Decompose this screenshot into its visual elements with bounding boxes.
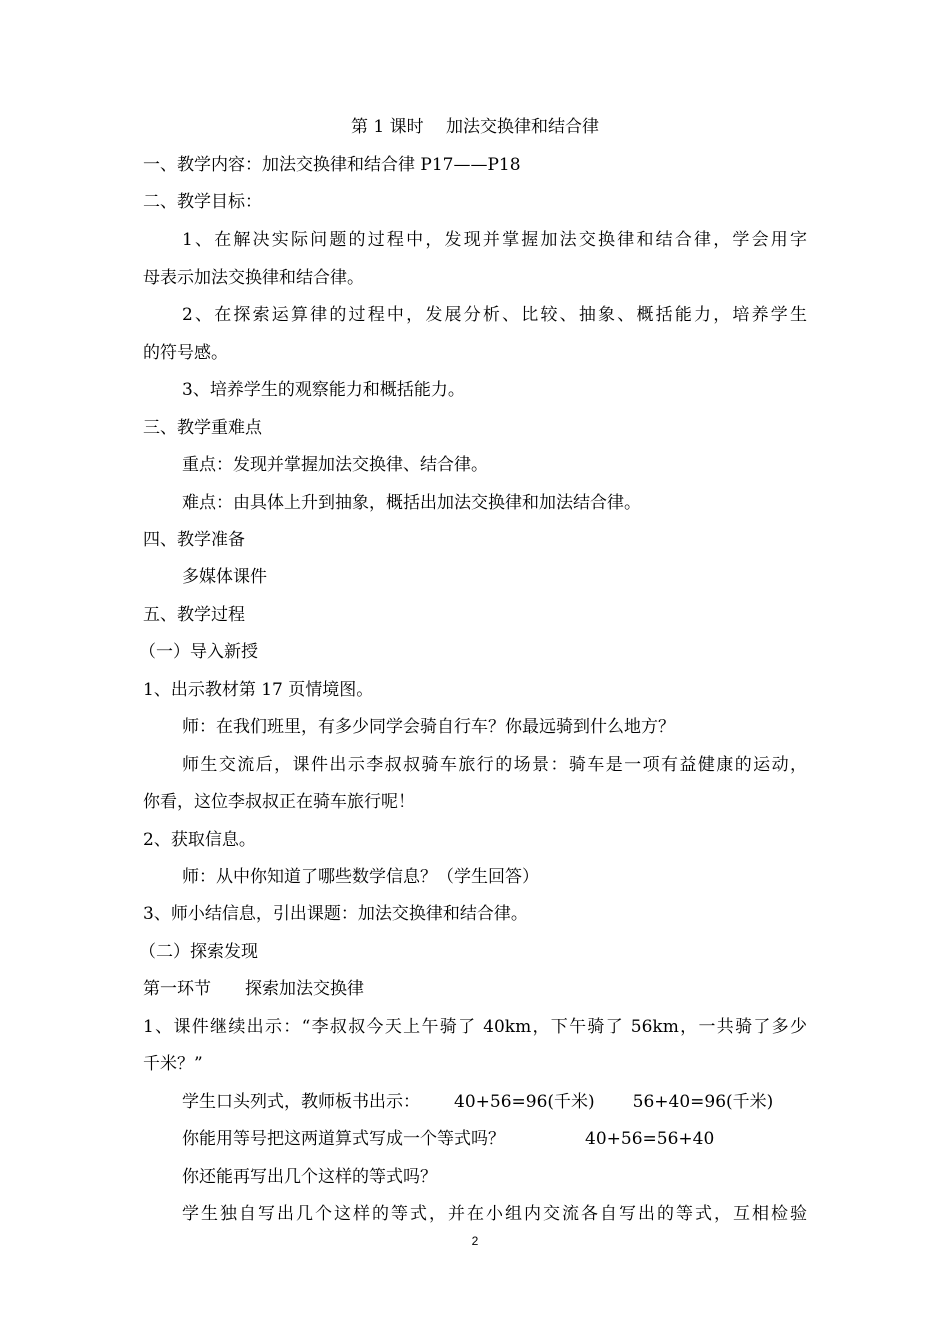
step-1: 1、出示教材第 17 页情境图。 [143,680,374,700]
teacher-question-1: 师：在我们班里，有多少同学会骑自行车？你最远骑到什么地方？ [182,717,675,737]
goal-1-line-1: 1、在解决实际问题的过程中，发现并掌握加法交换律和结合律，学会用字 [182,230,807,250]
more-equations-question: 你还能再写出几个这样的等式吗？ [182,1167,437,1187]
task-1-line-2: 千米？” [143,1054,203,1074]
combined-equation: 40+56=56+40 [585,1129,715,1149]
combine-equation-row [0,1127,950,1151]
student-equations-row [0,1090,950,1114]
task-1-line-1: 1、课件继续出示：“李叔叔今天上午骑了 40km，下午骑了 56km，一共骑了多少 [143,1017,807,1037]
combine-question: 你能用等号把这两道算式写成一个等式吗？ [182,1129,505,1149]
preparation-item: 多媒体课件 [182,567,267,587]
lesson-title: 第 1 课时 加法交换律和结合律 [350,117,600,137]
exchange-line-2: 你看，这位李叔叔正在骑车旅行呢！ [143,792,415,812]
page-number: 2 [471,1234,479,1248]
section-teaching-process: 五、教学过程 [143,605,245,625]
section-teaching-goals: 二、教学目标： [143,192,262,212]
section-teaching-content: 一、教学内容：加法交换律和结合律 P17——P18 [143,155,521,175]
section-preparation: 四、教学准备 [143,530,245,550]
step-3: 3、师小结信息，引出课题：加法交换律和结合律。 [143,904,528,924]
goal-2-line-2: 的符号感。 [143,343,228,363]
section-key-points: 三、教学重难点 [143,418,262,438]
step-2: 2、获取信息。 [143,830,256,850]
student-activity: 学生独自写出几个这样的等式，并在小组内交流各自写出的等式，互相检验 [182,1204,807,1224]
student-equations-label: 学生口头列式，教师板书出示： [182,1092,420,1112]
teacher-question-2: 师：从中你知道了哪些数学信息？（学生回答） [182,867,539,887]
subsection-exploration: （二）探索发现 [139,942,258,962]
subsection-introduction: （一）导入新授 [139,642,258,662]
equation-a: 40+56=96(千米) [454,1092,595,1112]
difficult-point: 难点：由具体上升到抽象，概括出加法交换律和加法结合律。 [182,493,641,513]
equation-b: 56+40=96(千米) [632,1092,774,1112]
key-point: 重点：发现并掌握加法交换律、结合律。 [182,455,488,475]
goal-3: 3、培养学生的观察能力和概括能力。 [182,380,465,400]
goal-1-line-2: 母表示加法交换律和结合律。 [143,268,364,288]
part-one-heading: 第一环节 探索加法交换律 [143,979,364,999]
exchange-line-1: 师生交流后，课件出示李叔叔骑车旅行的场景：骑车是一项有益健康的运动， [182,755,807,775]
goal-2-line-1: 2、在探索运算律的过程中，发展分析、比较、抽象、概括能力，培养学生 [182,305,807,325]
